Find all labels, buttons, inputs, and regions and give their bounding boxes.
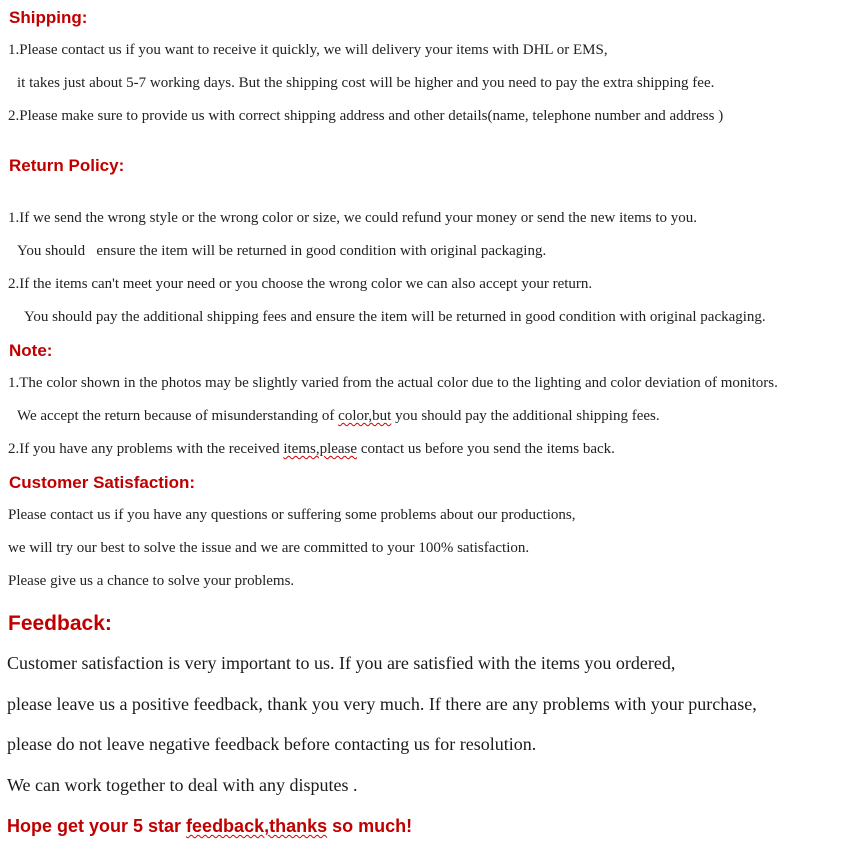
note-line-3 [8, 440, 615, 458]
note-line-3-misspelled-word: items,please [283, 441, 358, 457]
customer-satisfaction-line-3: Please give us a chance to solve your problems. [8, 573, 295, 589]
closing-text-before: Hope get your 5 star [7, 816, 187, 836]
shipping-heading: Shipping: [9, 8, 88, 27]
note-line-1: 1.The color shown in the photos may be slightly varied from the actual color due to the lighting and color deviation of monitors. [8, 375, 778, 391]
note-heading: Note: [9, 341, 53, 360]
shipping-line-2: it takes just about 5-7 working days. But the shipping cost will be higher and you need to pay the extra shipping fee. [17, 75, 715, 91]
note-line-2-misspelled-word: color,but [338, 408, 392, 424]
closing-misspelled-word: feedback,thanks [186, 816, 328, 836]
return-policy-line-3: 2.If the items can't meet your need or you choose the wrong color we can also accept your return. [8, 276, 593, 292]
feedback-line-1: Customer satisfaction is very important to us. If you are satisfied with the items you ordered, [7, 653, 676, 673]
feedback-line-3: please do not leave negative feedback before contacting us for resolution. [7, 734, 537, 754]
note-line-3-text-before: 2.If you have any problems with the received [8, 441, 284, 457]
closing-message [7, 815, 412, 837]
note-line-2 [17, 407, 660, 425]
customer-satisfaction-heading: Customer Satisfaction: [9, 473, 196, 492]
return-policy-heading: Return Policy: [9, 156, 125, 175]
return-policy-line-4: You should pay the additional shipping fees and ensure the item will be returned in good condition with original packaging. [24, 309, 766, 325]
feedback-heading: Feedback: [8, 612, 112, 635]
shipping-line-3: 2.Please make sure to provide us with correct shipping address and other details(name, telephone number and address ) [8, 108, 724, 124]
closing-text-after: so much! [327, 816, 413, 836]
note-line-2-text-after: you should pay the additional shipping fees. [391, 408, 660, 424]
note-line-3-text-after: contact us before you send the items back. [357, 441, 615, 457]
feedback-line-4: We can work together to deal with any disputes . [7, 775, 358, 795]
feedback-line-2: please leave us a positive feedback, thank you very much. If there are any problems with your purchase, [7, 694, 757, 714]
return-policy-line-1: 1.If we send the wrong style or the wrong color or size, we could refund your money or send the new items to you. [8, 210, 697, 226]
customer-satisfaction-line-2: we will try our best to solve the issue and we are committed to your 100% satisfaction. [8, 540, 530, 556]
note-line-2-text-before: We accept the return because of misunderstanding of [17, 408, 339, 424]
customer-satisfaction-line-1: Please contact us if you have any questions or suffering some problems about our productions, [8, 507, 576, 523]
return-policy-line-2: You should ensure the item will be returned in good condition with original packaging. [17, 243, 547, 259]
shipping-line-1: 1.Please contact us if you want to receive it quickly, we will delivery your items with DHL or EMS, [8, 42, 608, 58]
